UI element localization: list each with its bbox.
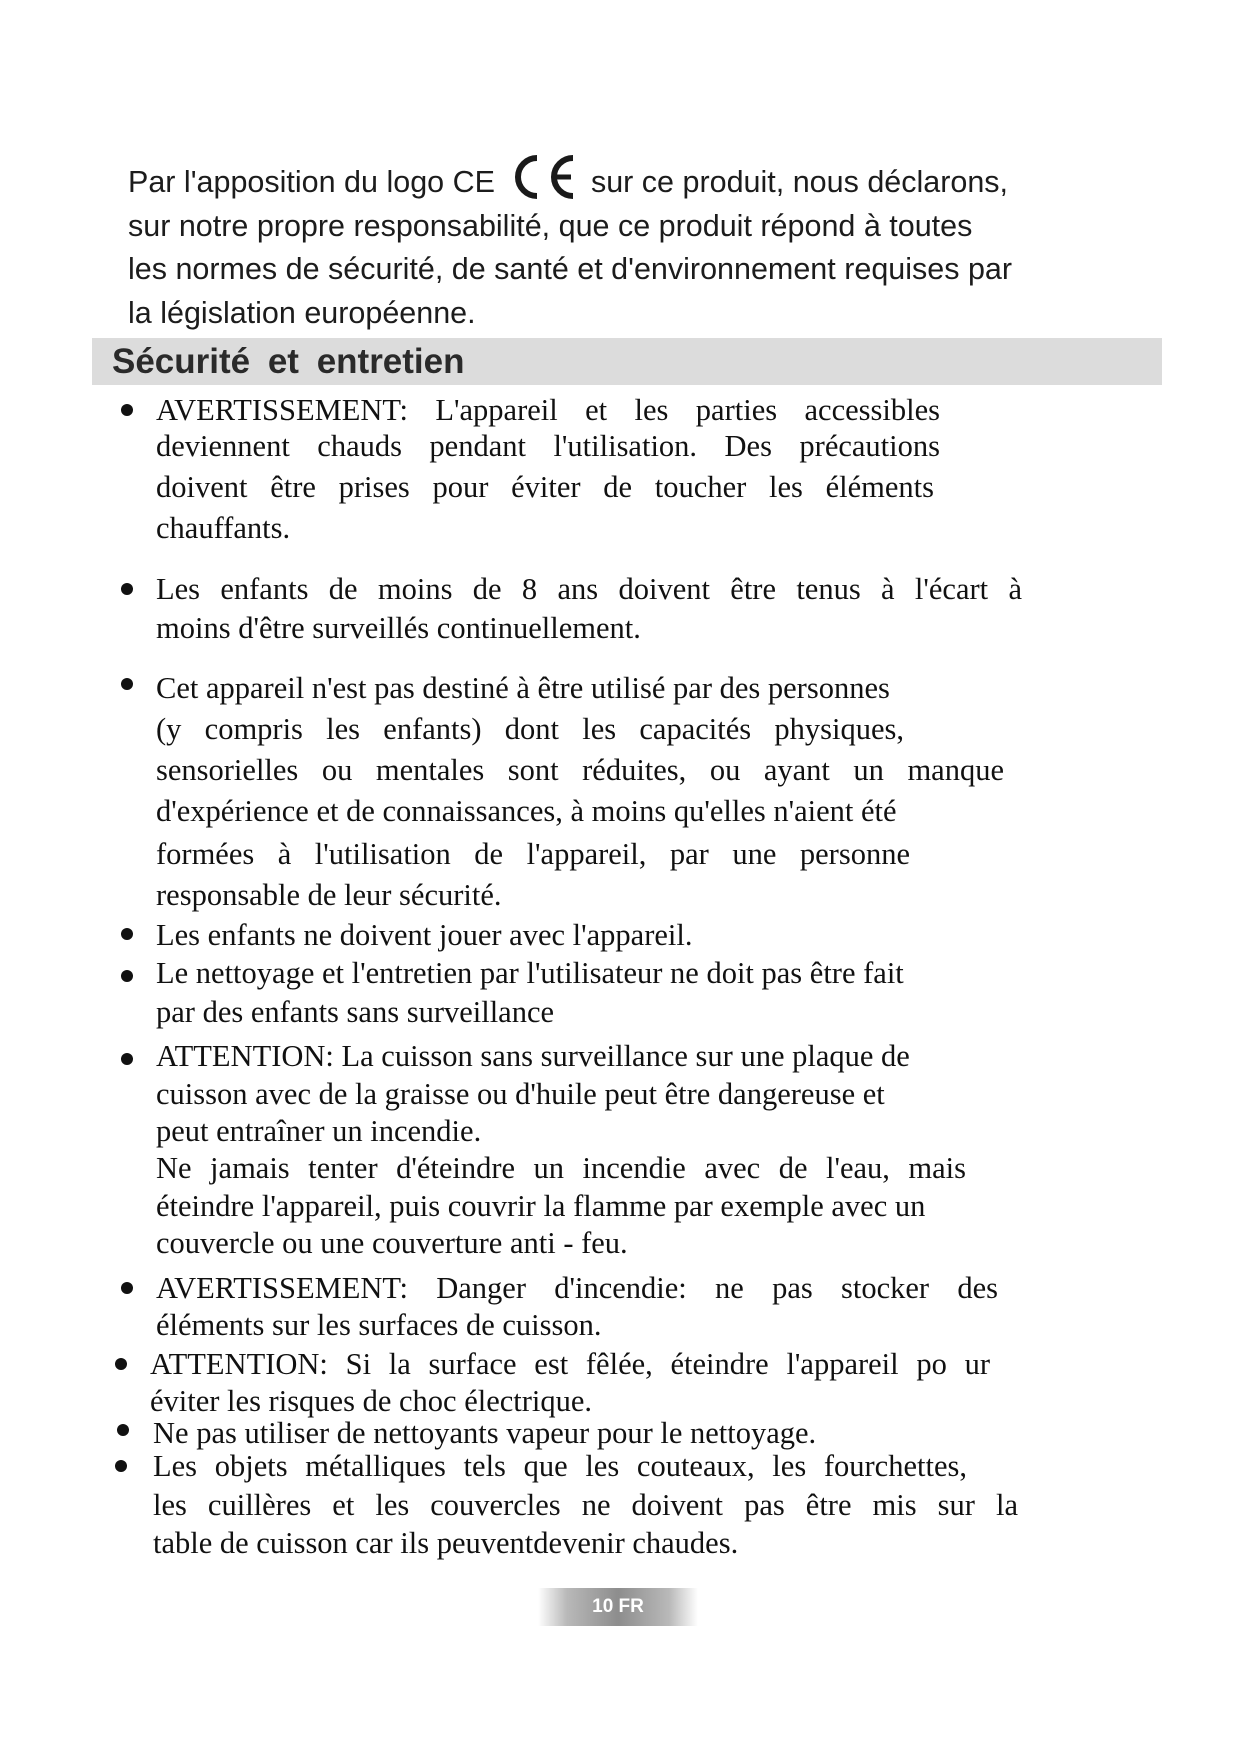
list-item-line: éteindre l'appareil, puis couvrir la flamme par exemple avec un	[156, 1189, 926, 1223]
section-title-securite-entretien: Sécurité et entretien	[92, 338, 1162, 385]
ce-declaration-line-3: les normes de sécurité, de santé et d'environnement requises par	[128, 252, 1013, 286]
bullet-icon	[121, 970, 133, 982]
bullet-icon	[121, 928, 133, 940]
list-item-line: Les objets métalliques tels que les couteaux, les fourchettes,	[153, 1449, 967, 1483]
list-item-line: deviennent chauds pendant l'utilisation. Des précautions	[156, 429, 940, 463]
list-item-line: éviter les risques de choc électrique.	[150, 1384, 593, 1418]
bullet-icon	[115, 1460, 127, 1472]
ce-declaration-line-4: la législation européenne.	[128, 295, 476, 330]
bullet-icon	[121, 583, 133, 595]
ce-declaration-text-before-logo: Par l'apposition du logo CE	[128, 165, 495, 199]
bullet-icon	[115, 1358, 127, 1370]
list-item-line: éléments sur les surfaces de cuisson.	[156, 1308, 602, 1342]
list-item-line: sensorielles ou mentales sont réduites, ou ayant un manque	[156, 753, 1004, 787]
bullet-icon	[121, 1053, 133, 1065]
ce-declaration-text-after-logo: sur ce produit, nous déclarons,	[590, 165, 1009, 199]
list-item-line: ATTENTION: Si la surface est fêlée, éteindre l'appareil po ur	[150, 1347, 990, 1381]
list-item-line: AVERTISSEMENT: Danger d'incendie: ne pas stocker des	[156, 1271, 998, 1305]
list-item-line: Ne pas utiliser de nettoyants vapeur pour le nettoyage.	[153, 1416, 817, 1450]
bullet-icon	[121, 1282, 133, 1294]
list-item-line: Le nettoyage et l'entretien par l'utilisateur ne doit pas être fait	[156, 956, 904, 990]
list-item-line: chauffants.	[156, 511, 291, 545]
list-item-line: doivent être prises pour éviter de toucher les éléments	[156, 470, 934, 504]
bullet-icon	[121, 678, 133, 690]
list-item-line: responsable de leur sécurité.	[156, 878, 502, 912]
list-item-line: couvercle ou une couverture anti - feu.	[156, 1226, 628, 1260]
list-item-line: AVERTISSEMENT: L'appareil et les parties accessibles	[156, 393, 940, 427]
list-item-line: par des enfants sans surveillance	[156, 995, 555, 1029]
list-item-line: les cuillères et les couvercles ne doivent pas être mis sur la	[153, 1488, 1018, 1522]
list-item-line: table de cuisson car ils peuventdevenir chaudes.	[153, 1526, 739, 1560]
list-item-line: peut entraîner un incendie.	[156, 1114, 482, 1148]
list-item-line: Les enfants ne doivent jouer avec l'appareil.	[156, 918, 693, 952]
list-item-line: Les enfants de moins de 8 ans doivent être tenus à l'écart à	[156, 572, 1022, 606]
list-item-line: cuisson avec de la graisse ou d'huile peut être dangereuse et	[156, 1077, 885, 1111]
ce-declaration-line-2: sur notre propre responsabilité, que ce produit répond à toutes	[128, 208, 973, 243]
list-item-line: (y compris les enfants) dont les capacités physiques,	[156, 712, 904, 746]
bullet-icon	[121, 404, 133, 416]
list-item-line: Cet appareil n'est pas destiné à être utilisé par des personnes	[156, 671, 890, 705]
bullet-icon	[117, 1424, 129, 1436]
list-item-line: moins d'être surveillés continuellement.	[156, 611, 641, 645]
page-number-badge: 10 FR	[538, 1588, 698, 1626]
list-item-line: ATTENTION: La cuisson sans surveillance sur une plaque de	[156, 1039, 910, 1073]
list-item-line: d'expérience et de connaissances, à moins qu'elles n'aient été	[156, 794, 897, 828]
list-item-line: Ne jamais tenter d'éteindre un incendie avec de l'eau, mais	[156, 1151, 966, 1185]
list-item-line: formées à l'utilisation de l'appareil, par une personne	[156, 837, 910, 871]
